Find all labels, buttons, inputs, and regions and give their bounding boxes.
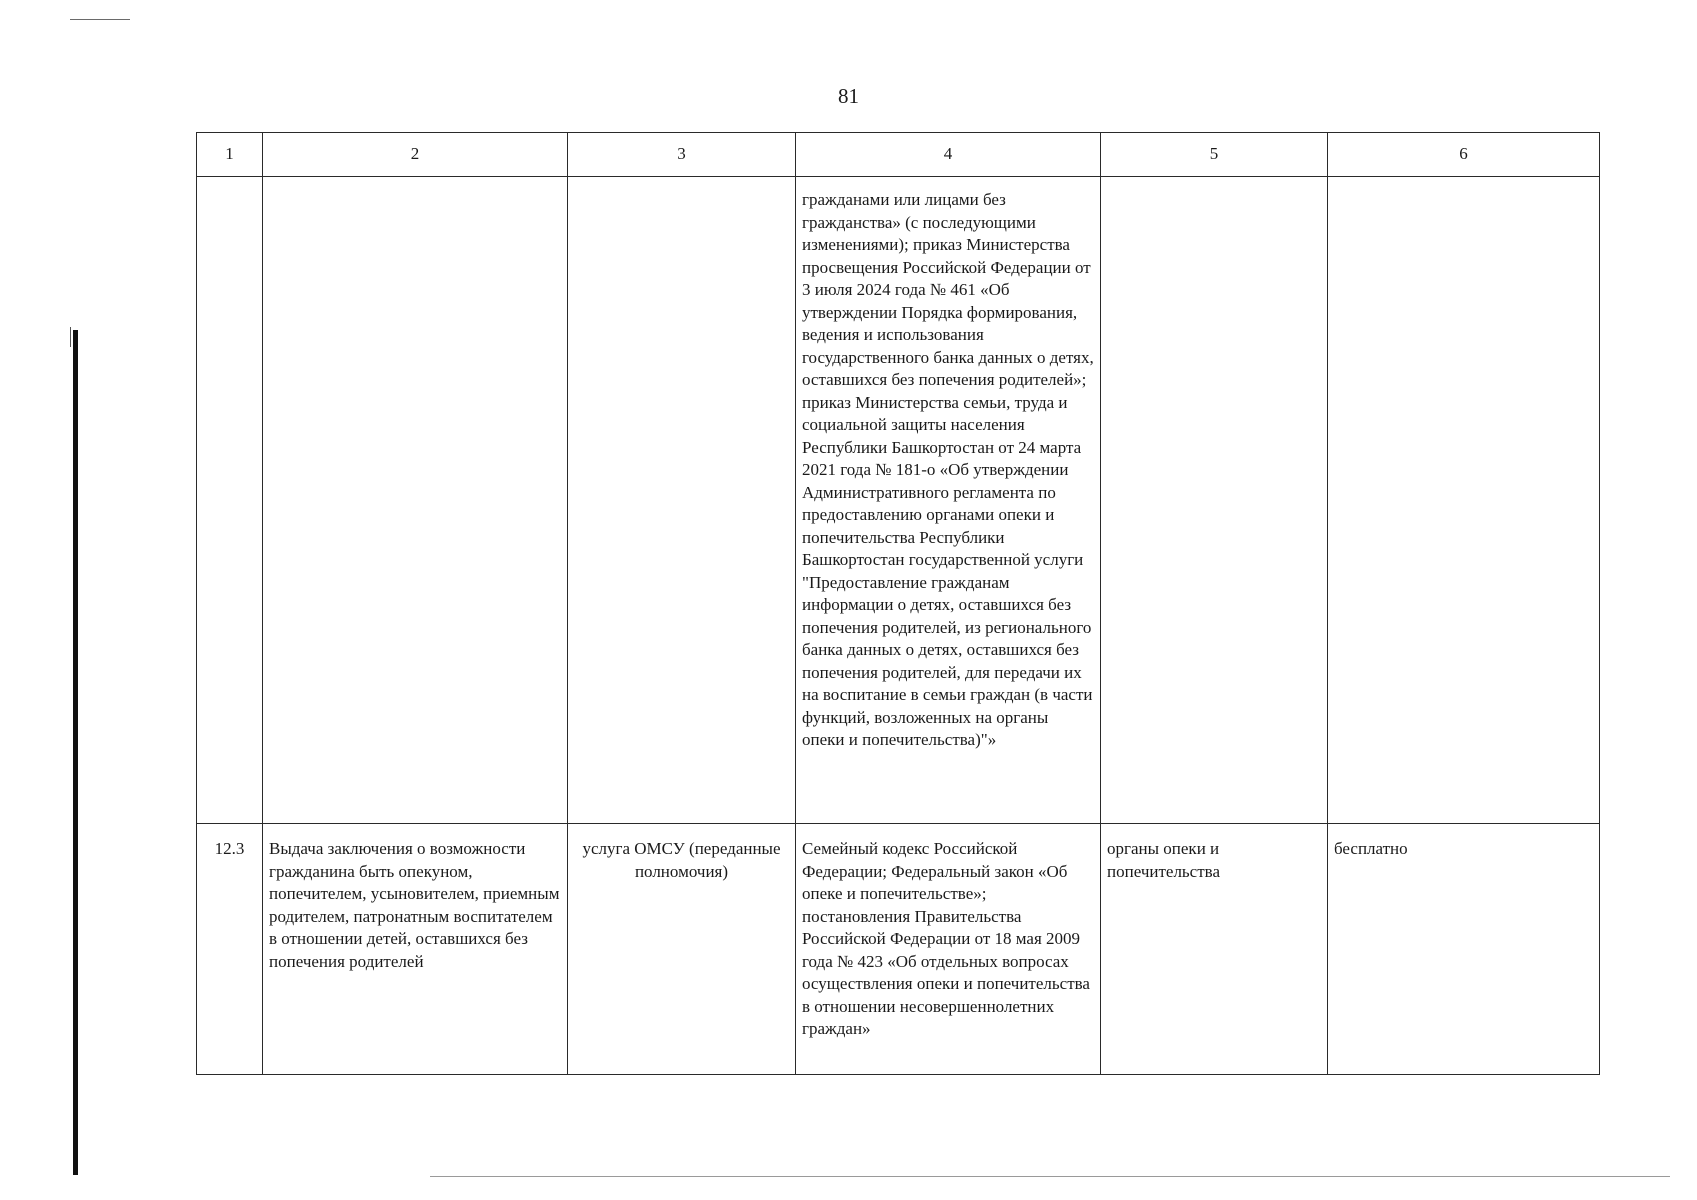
header-col-2: 2 — [263, 133, 568, 177]
header-col-3: 3 — [568, 133, 796, 177]
continuation-legal-basis-text: гражданами или лицами без гражданства» (с последующими изменениями); приказ Министерства просвещения Российской Федерации от 3 июля 2024 года № 461 «Об утверждении Порядка формирования, ведения и использования государственного банка данных о детях, оставшихся без попечения родителей»; приказ Министерства семьи, труда и социальной защиты населения Республики Башкортостан от 24 марта 2021 года № 181-о «Об утверждении Административного регламента по предоставлению органами опеки и попечительства Республики Башкортостан государственной услуги "Предоставление гражданам информации о детях, оставшихся без попечения родителей, из регионального банка данных о детях, оставшихся без попечения родителей, для передачи их на воспитание в семьи граждан (в части функций, возложенных на органы опеки и попечительства)"» — [802, 190, 1094, 749]
cost-cell — [1328, 824, 1600, 1075]
continuation-cell-3 — [568, 177, 796, 824]
continuation-cell-2 — [263, 177, 568, 824]
continuation-cell-1 — [197, 177, 263, 824]
service-name-cell — [263, 824, 568, 1075]
cost: бесплатно — [1334, 839, 1408, 858]
scan-artifact-top-line — [70, 19, 130, 20]
table-body — [197, 177, 1600, 1075]
service-type-cell — [568, 824, 796, 1075]
legal-basis-cell — [796, 824, 1101, 1075]
scan-artifact-left-tick — [70, 327, 71, 347]
table-row — [197, 824, 1600, 1075]
header-col-4: 4 — [796, 133, 1101, 177]
service-type: услуга ОМСУ (переданные полномочия) — [582, 839, 781, 881]
continuation-cell-4 — [796, 177, 1101, 824]
row-number: 12.3 — [214, 839, 245, 858]
scan-artifact-bottom-line — [430, 1176, 1670, 1177]
service-name: Выдача заключения о возможности гражданина быть опекуном, попечителем, усыновителем, приемным родителем, патронатным воспитателем в отношении детей, оставшихся без попечения родителей — [269, 839, 560, 971]
provider-cell — [1101, 824, 1328, 1075]
row-number-cell — [197, 824, 263, 1075]
legal-basis: Семейный кодекс Российской Федерации; Федеральный закон «Об опеке и попечительстве»; постановления Правительства Российской Федерации от 18 мая 2009 года № 423 «Об отдельных вопросах осуществления опеки и попечительства в отношении несовершеннолетних граждан» — [802, 839, 1090, 1038]
header-col-6: 6 — [1328, 133, 1600, 177]
provider: органы опеки и попечительства — [1107, 839, 1220, 881]
table-row-continuation — [197, 177, 1600, 824]
header-row — [197, 133, 1600, 177]
header-col-1: 1 — [197, 133, 263, 177]
page-number: 81 — [838, 84, 859, 108]
services-table — [196, 132, 1600, 1075]
table-header — [197, 133, 1600, 177]
continuation-cell-5 — [1101, 177, 1328, 824]
header-col-5: 5 — [1101, 133, 1328, 177]
scan-artifact-left-bar — [73, 330, 78, 1175]
continuation-cell-6 — [1328, 177, 1600, 824]
